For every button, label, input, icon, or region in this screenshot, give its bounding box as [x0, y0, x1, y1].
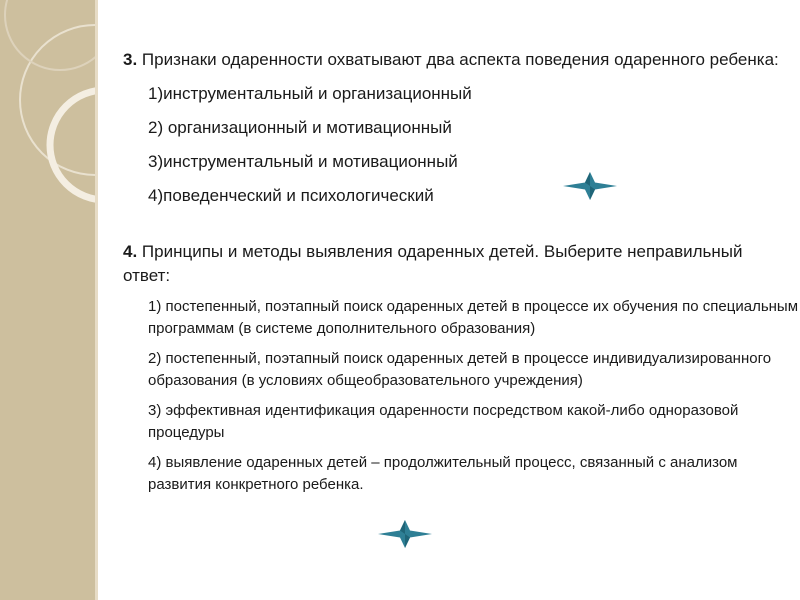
question-4 [123, 240, 783, 288]
question-3-option-3: 3)инструментальный и мотивационный [148, 152, 458, 171]
question-3-option-4: 4)поведенческий и психологический [148, 186, 434, 205]
question-3-text: Признаки одаренности охватывают два аспекта поведения одаренного ребенка: [137, 50, 779, 69]
question-3-option-2: 2) организационный и мотивационный [148, 118, 452, 137]
question-3-number: 3. [123, 50, 138, 69]
compass-star-icon [563, 172, 617, 200]
question-4-number: 4. [123, 242, 138, 261]
question-4-text: Принципы и методы выявления одаренных детей. Выберите неправильный ответ: [123, 242, 743, 285]
compass-star-icon [378, 520, 432, 548]
circles-decoration [0, 0, 95, 600]
question-4-option-2: 2) постепенный, поэтапный поиск одаренных детей в процессе индивидуализированного образования (в условиях общеобразовательного учреждения) [148, 350, 772, 389]
decorative-sidebar [0, 0, 95, 600]
question-4-option-4: 4) выявление одаренных детей – продолжительный процесс, связанный с анализом развития конкретного ребенка. [148, 454, 738, 493]
question-4-option-1: 1) постепенный, поэтапный поиск одаренных детей в процессе их обучения по специальным программам (в системе дополнительного образования) [148, 298, 799, 337]
question-4-option-3: 3) эффективная идентификация одаренности посредством какой-либо одноразовой процедуры [148, 402, 739, 441]
question-3-option-1: 1)инструментальный и организационный [148, 84, 472, 103]
sidebar-divider [95, 0, 98, 600]
slide-content [123, 48, 799, 496]
question-3 [123, 48, 783, 72]
